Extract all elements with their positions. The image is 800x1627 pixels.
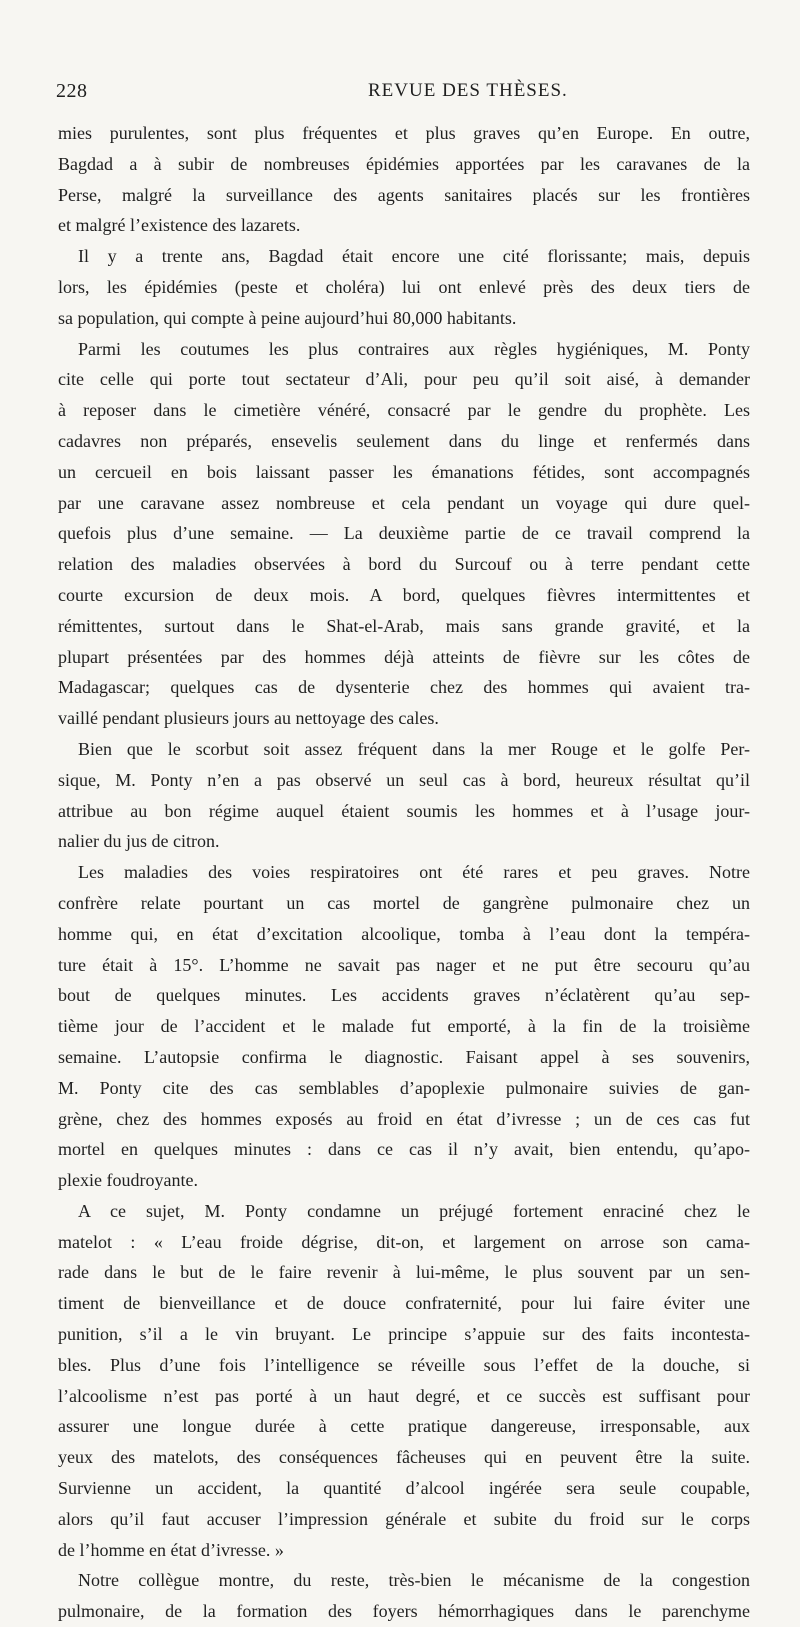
text-line: yeux des matelots, des conséquences fâcheuses qui en peuvent être la suite. xyxy=(58,1447,750,1468)
text-line: Survienne un accident, la quantité d’alcool ingérée sera seule coupable, xyxy=(58,1478,750,1499)
text-line: matelot : « L’eau froide dégrise, dit-on, et largement on arrose son cama- xyxy=(58,1231,750,1252)
paragraph xyxy=(58,241,750,333)
text-line: Notre collègue montre, du reste, très-bien le mécanisme de la congestion xyxy=(78,1570,750,1591)
text-line: bout de quelques minutes. Les accidents graves n’éclatèrent qu’au sep- xyxy=(58,985,750,1006)
text-line: tième jour de l’accident et le malade fut emporté, à la fin de la troisième xyxy=(58,1016,750,1037)
text-line: rémittentes, surtout dans le Shat-el-Arab, mais sans grande gravité, et la xyxy=(58,615,750,636)
text-line: Perse, malgré la surveillance des agents sanitaires placés sur les frontières xyxy=(58,184,750,205)
text-line: cite celle qui porte tout sectateur d’Ali, pour peu qu’il soit aisé, à demander xyxy=(58,369,750,390)
text-line: grène, chez des hommes exposés au froid en état d’ivresse ; un de ces cas fut xyxy=(58,1108,750,1129)
text-line: sique, M. Ponty n’en a pas observé un seul cas à bord, heureux résultat qu’il xyxy=(58,769,750,790)
text-line: Bagdad a à subir de nombreuses épidémies apportées par les caravanes de la xyxy=(58,153,750,174)
text-line: l’alcoolisme n’est pas porté à un haut degré, et ce succès est suffisant pour xyxy=(58,1385,750,1406)
text-line: et malgré l’existence des lazarets. xyxy=(58,215,301,236)
text-line: par une caravane assez nombreuse et cela pendant un voyage qui dure quel- xyxy=(58,492,750,513)
text-line: semaine. L’autopsie confirma le diagnostic. Faisant appel à ses souvenirs, xyxy=(58,1046,750,1067)
running-head: REVUE DES THÈSES. xyxy=(368,80,568,101)
text-line: punition, s’il a le vin bruyant. Le principe s’appuie sur des faits incontesta- xyxy=(58,1324,750,1345)
text-line: à reposer dans le cimetière vénéré, consacré par le gendre du prophète. Les xyxy=(58,400,750,421)
text-line: lors, les épidémies (peste et choléra) lui ont enlevé près des deux tiers de xyxy=(58,276,750,297)
text-line: Les maladies des voies respiratoires ont été rares et peu graves. Notre xyxy=(78,862,750,883)
text-line: A ce sujet, M. Ponty condamne un préjugé fortement enraciné chez le xyxy=(78,1200,750,1221)
page-header xyxy=(56,80,750,110)
text-line: plupart présentées par des hommes déjà atteints de fièvre sur les côtes de xyxy=(58,646,750,667)
text-line: nalier du jus de citron. xyxy=(58,831,220,852)
text-line: M. Ponty cite des cas semblables d’apoplexie pulmonaire suivies de gan- xyxy=(58,1077,750,1098)
text-line: mies purulentes, sont plus fréquentes et plus graves qu’en Europe. En outre, xyxy=(58,123,750,143)
text-line: bles. Plus d’une fois l’intelligence se réveille sous l’effet de la douche, si xyxy=(58,1354,750,1375)
text-line: alors qu’il faut accuser l’impression générale et subite du froid sur le corps xyxy=(58,1508,750,1529)
text-line: de l’homme en état d’ivresse. » xyxy=(58,1539,284,1560)
text-line: Bien que le scorbut soit assez fréquent dans la mer Rouge et le golfe Per- xyxy=(78,738,750,759)
text-line: cadavres non préparés, ensevelis seulement dans du linge et renfermés dans xyxy=(58,430,750,451)
text-line: confrère relate pourtant un cas mortel de gangrène pulmonaire chez un xyxy=(58,892,750,913)
text-line: quefois plus d’une semaine. — La deuxième partie de ce travail comprend la xyxy=(58,523,750,544)
text-line: pulmonaire, de la formation des foyers hémorrhagiques dans le parenchyme xyxy=(58,1601,750,1622)
text-line: un cercueil en bois laissant passer les émanations fétides, sont accompagnés xyxy=(58,461,750,482)
text-line: Il y a trente ans, Bagdad était encore une cité florissante; mais, depuis xyxy=(78,246,750,267)
paragraph xyxy=(58,334,750,734)
text-line: Parmi les coutumes les plus contraires aux règles hygiéniques, M. Ponty xyxy=(78,338,750,359)
body-text xyxy=(58,118,750,1627)
text-line: attribue au bon régime auquel étaient soumis les hommes et à l’usage jour- xyxy=(58,800,750,821)
text-line: ture était à 15°. L’homme ne savait pas nager et ne put être secouru qu’au xyxy=(58,954,750,975)
text-line: courte excursion de deux mois. A bord, quelques fièvres intermittentes et xyxy=(58,584,750,605)
text-line: relation des maladies observées à bord du Surcouf ou à terre pendant cette xyxy=(58,554,750,575)
paragraph xyxy=(58,734,750,857)
text-line: timent de bienveillance et de douce confraternité, pour lui faire éviter une xyxy=(58,1293,750,1314)
paragraph xyxy=(58,118,750,241)
paragraph xyxy=(58,857,750,1196)
text-line: sa population, qui compte à peine aujourd’hui 80,000 habitants. xyxy=(58,307,517,328)
text-line: mortel en quelques minutes : dans ce cas il n’y avait, bien entendu, qu’apo- xyxy=(58,1139,750,1160)
page-number: 228 xyxy=(56,80,88,102)
text-line: plexie foudroyante. xyxy=(58,1170,198,1191)
text-line: assurer une longue durée à cette pratique dangereuse, irresponsable, aux xyxy=(58,1416,750,1437)
text-line: vaillé pendant plusieurs jours au nettoyage des cales. xyxy=(58,708,439,729)
paragraph xyxy=(58,1565,750,1627)
text-line: Madagascar; quelques cas de dysenterie chez des hommes qui avaient tra- xyxy=(58,677,750,698)
text-line: homme qui, en état d’excitation alcoolique, tomba à l’eau dont la tempéra- xyxy=(58,923,750,944)
text-line: rade dans le but de le faire revenir à lui-même, le plus souvent par un sen- xyxy=(58,1262,750,1283)
paragraph xyxy=(58,1196,750,1566)
